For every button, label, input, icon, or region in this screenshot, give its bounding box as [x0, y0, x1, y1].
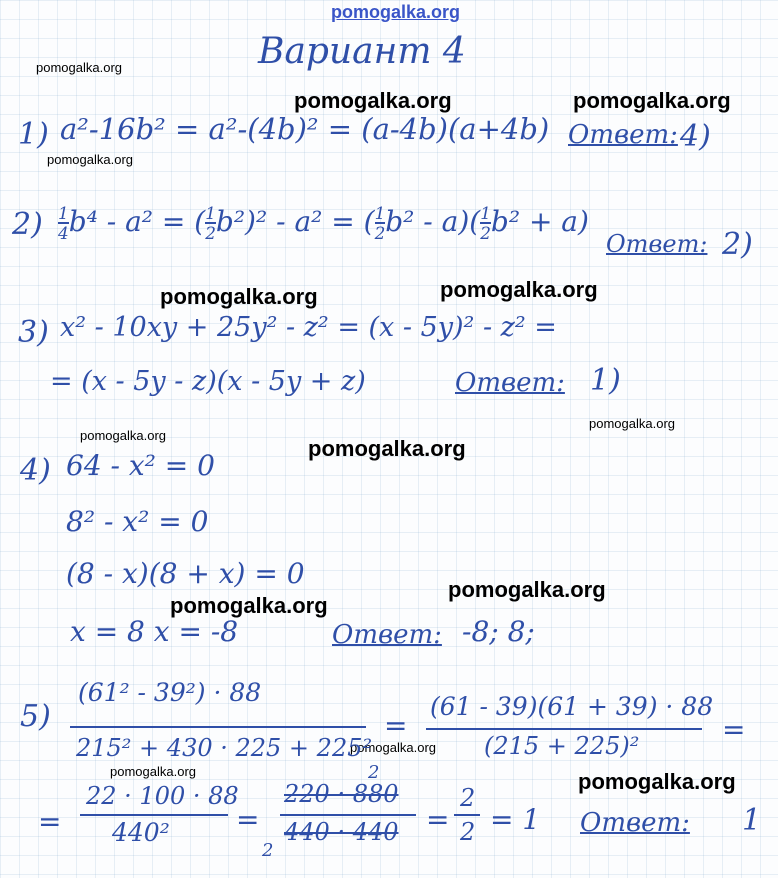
- problem-5-fraction-1-numerator: (61² - 39²) · 88: [78, 678, 262, 707]
- problem-5-answer-label: Ответ:: [580, 808, 690, 838]
- problem-5-fraction-1-denominator: 215² + 430 · 225 + 225²: [76, 734, 373, 762]
- fraction: [480, 204, 491, 243]
- problem-5-fraction-3-numerator: 22 · 100 · 88: [86, 782, 239, 810]
- problem-5-answer-value: 1: [742, 803, 762, 838]
- problem-5-fraction-2-denominator: (215 + 225)²: [484, 732, 640, 760]
- watermark: pomogalka.org: [294, 88, 452, 113]
- problem-3-answer-value: 1): [590, 363, 621, 398]
- problem-5-number: 5): [20, 699, 51, 734]
- fraction-numerator: 1: [58, 203, 69, 223]
- equals-sign: =: [38, 805, 62, 838]
- fraction-denominator: 2: [480, 223, 491, 244]
- watermark: pomogalka.org: [36, 60, 122, 75]
- problem-3-answer-label: Ответ:: [455, 368, 565, 398]
- equals-sign: =: [426, 803, 450, 836]
- fraction: [205, 204, 216, 243]
- fraction-denominator: 4: [58, 223, 69, 244]
- watermark: pomogalka.org: [110, 764, 196, 779]
- equals-sign: =: [722, 713, 746, 746]
- watermark: pomogalka.org: [440, 277, 598, 302]
- watermark: pomogalka.org: [350, 740, 436, 755]
- equals-sign: =: [384, 709, 408, 742]
- fraction-bar: [80, 814, 228, 816]
- problem-1-answer-value: 4): [680, 119, 711, 154]
- problem-5-fraction-5-numerator: 2: [460, 784, 476, 812]
- watermark: pomogalka.org: [47, 152, 133, 167]
- problem-4-answer-label: Ответ:: [332, 620, 442, 650]
- problem-3-line-2: = (x - 5y - z)(x - 5y + z): [50, 366, 366, 397]
- problem-4-line-2: 8² - x² = 0: [66, 505, 209, 538]
- watermark: pomogalka.org: [80, 428, 166, 443]
- expression-part: b² - a)(: [385, 204, 481, 238]
- watermark: pomogalka.org: [573, 88, 731, 113]
- fraction-numerator: 1: [374, 203, 386, 223]
- problem-5-fraction-4-denominator: 440 · 440: [284, 818, 399, 846]
- watermark: pomogalka.org: [308, 436, 466, 461]
- expression-part: b²)² - a² = (: [215, 204, 375, 238]
- problem-4-number: 4): [20, 453, 51, 488]
- page-title: Вариант 4: [258, 31, 466, 72]
- problem-2-answer-label: Ответ:: [606, 230, 708, 258]
- watermark: pomogalka.org: [448, 577, 606, 602]
- cancel-result-top: 2: [368, 762, 380, 783]
- watermark: pomogalka.org: [170, 593, 328, 618]
- fraction: [58, 204, 69, 243]
- fraction-denominator: 2: [205, 223, 216, 244]
- problem-4-line-4: x = 8 x = -8: [70, 615, 239, 648]
- problem-3-line-1: x² - 10xy + 25y² - z² = (x - 5y)² - z² =: [60, 312, 557, 343]
- problem-5-fraction-5-denominator: 2: [460, 818, 476, 846]
- watermark-top: pomogalka.org: [331, 2, 461, 22]
- fraction-denominator: 2: [374, 223, 386, 244]
- fraction-bar: [426, 728, 702, 730]
- problem-2-answer-value: 2): [722, 227, 753, 262]
- fraction-numerator: 1: [205, 203, 216, 223]
- problem-5-result: = 1: [490, 803, 541, 836]
- watermark: pomogalka.org: [589, 416, 675, 431]
- fraction-bar: [454, 814, 480, 816]
- problem-4-answer-value: -8; 8;: [462, 615, 535, 648]
- cancel-result-bottom: 2: [262, 840, 274, 861]
- problem-2-expression: [58, 204, 589, 243]
- problem-4-line-3: (8 - x)(8 + x) = 0: [66, 557, 305, 590]
- watermark: pomogalka.org: [578, 769, 736, 794]
- problem-2-number: 2): [12, 207, 43, 242]
- problem-1-expression: a²-16b² = a²-(4b)² = (a-4b)(a+4b): [60, 112, 550, 146]
- problem-1-answer-label: Ответ:: [568, 120, 678, 150]
- fraction-bar: [70, 726, 366, 728]
- equals-sign: =: [236, 803, 260, 836]
- fraction: [375, 204, 386, 243]
- problem-5-fraction-4-numerator: 220 · 880: [284, 780, 399, 808]
- watermark: pomogalka.org: [160, 284, 318, 309]
- problem-3-number: 3): [18, 315, 49, 350]
- expression-part: b⁴ - a² = (: [68, 204, 206, 238]
- fraction-numerator: 1: [480, 203, 491, 223]
- expression-part: b² + a): [490, 204, 589, 238]
- fraction-bar: [280, 814, 416, 816]
- problem-5-fraction-2-numerator: (61 - 39)(61 + 39) · 88: [430, 692, 714, 721]
- problem-1-number: 1): [18, 117, 49, 152]
- problem-5-fraction-3-denominator: 440²: [112, 818, 170, 847]
- problem-4-line-1: 64 - x² = 0: [66, 449, 215, 482]
